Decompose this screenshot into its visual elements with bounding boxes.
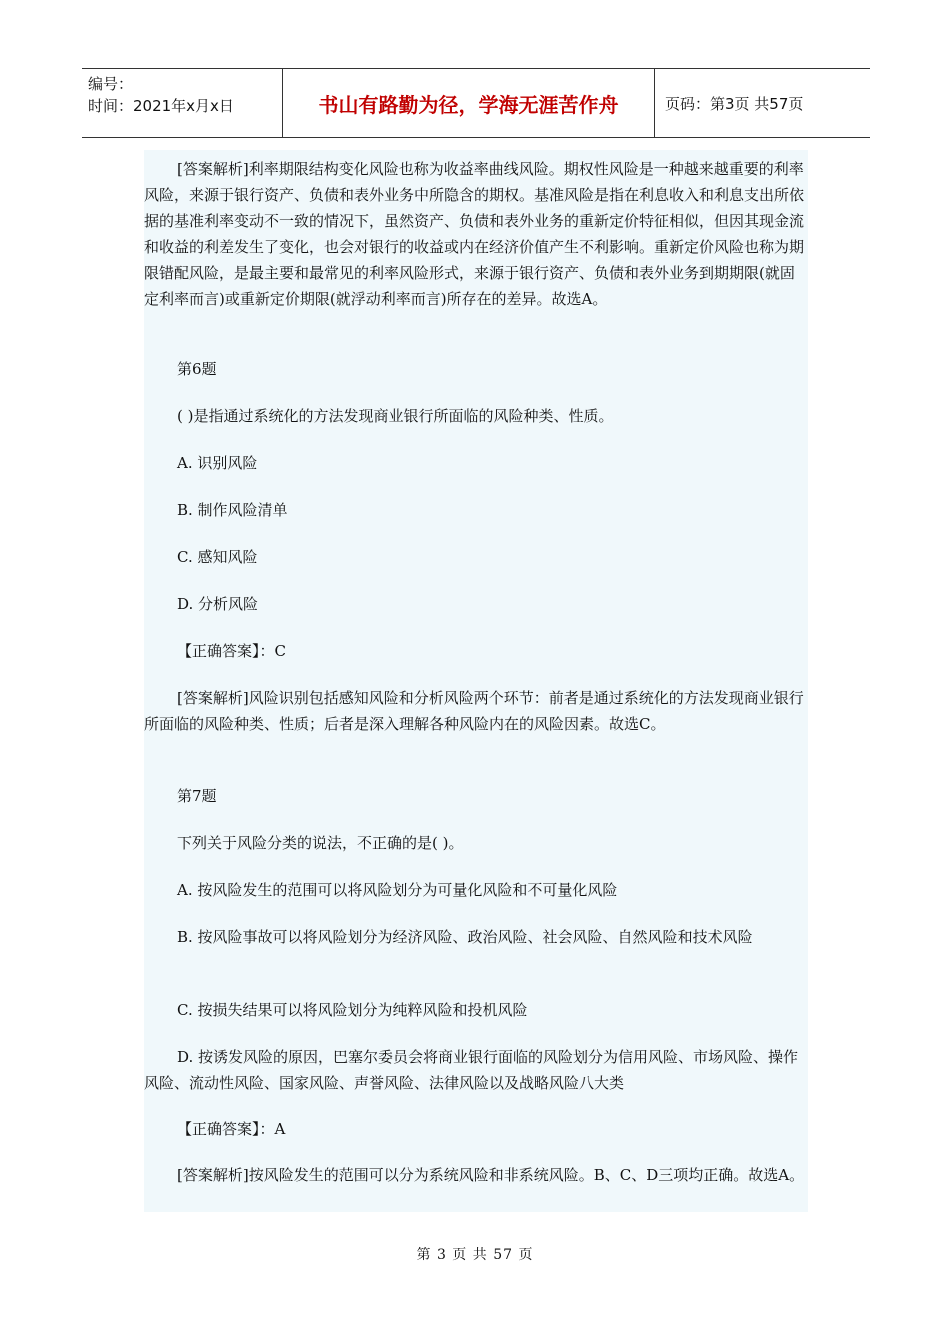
question-7-answer: 【正确答案】：A [177,1120,286,1138]
question-6-title: 第6题 [177,360,217,378]
question-7-option-b: B. 按风险事故可以将风险划分为经济风险、政治风险、社会风险、自然风险和技术风险 [177,928,753,946]
question-6-option-b: B. 制作风险清单 [177,501,288,519]
question-6-analysis: [答案解析]风险识别包括感知风险和分析风险两个环节：前者是通过系统化的方法发现商业银行所面临的风险种类、性质；后者是深入理解各种风险内在的风险因素。故选C。 [144,689,804,733]
page-info: 页码：第3页 共57页 [665,94,804,113]
number-label: 编号： [88,75,134,93]
motto: 书山有路勤为径，学海无涯苦作舟 [282,69,655,137]
page-header [82,68,870,138]
question-7-option-d: D. 按诱发风险的原因，巴塞尔委员会将商业银行面临的风险划分为信用风险、市场风险、操作风险、流动性风险、国家风险、声誉风险、法律风险以及战略风险八大类 [144,1048,799,1092]
question-6-option-d: D. 分析风险 [177,595,259,613]
question-7-option-c: C. 按损失结果可以将风险划分为纯粹风险和投机风险 [177,1001,528,1019]
question-6-stem: ( )是指通过系统化的方法发现商业银行所面临的风险种类、性质。 [177,407,614,425]
question-7-stem: 下列关于风险分类的说法，不正确的是( )。 [177,834,464,852]
analysis-paragraph: [答案解析]利率期限结构变化风险也称为收益率曲线风险。期权性风险是一种越来越重要的利率风险，来源于银行资产、负债和表外业务中所隐含的期权。基准风险是指在利息收入和利息支出所依据的基准利率变动不一致的情况下，虽然资产、负债和表外业务的重新定价特征相似，但因其现金流和收益的利差发生了变化，也会对银行的收益或内在经济价值产生不利影响。重新定价风险也称为期限错配风险，是最主要和最常见的利率风险形式，来源于银行资产、负债和表外业务到期期限(就固定利率而言)或重新定价期限(就浮动利率而言)所存在的差异。故选A。 [144,160,805,308]
question-6-option-a: A. 识别风险 [177,454,258,472]
question-6-option-c: C. 感知风险 [177,548,258,566]
question-7-option-a: A. 按风险发生的范围可以将风险划分为可量化风险和不可量化风险 [177,881,618,899]
header-left-cell [82,69,282,137]
page-footer: 第 3 页 共 57 页 [416,1247,534,1263]
question-6-answer: 【正确答案】：C [177,642,286,660]
document-body [144,150,808,1212]
question-7-analysis: [答案解析]按风险发生的范围可以分为系统风险和非系统风险。B、C、D三项均正确。故选A。 [177,1166,805,1184]
question-7-title: 第7题 [177,787,217,805]
date-label: 时间：2021年x月x日 [88,97,234,115]
